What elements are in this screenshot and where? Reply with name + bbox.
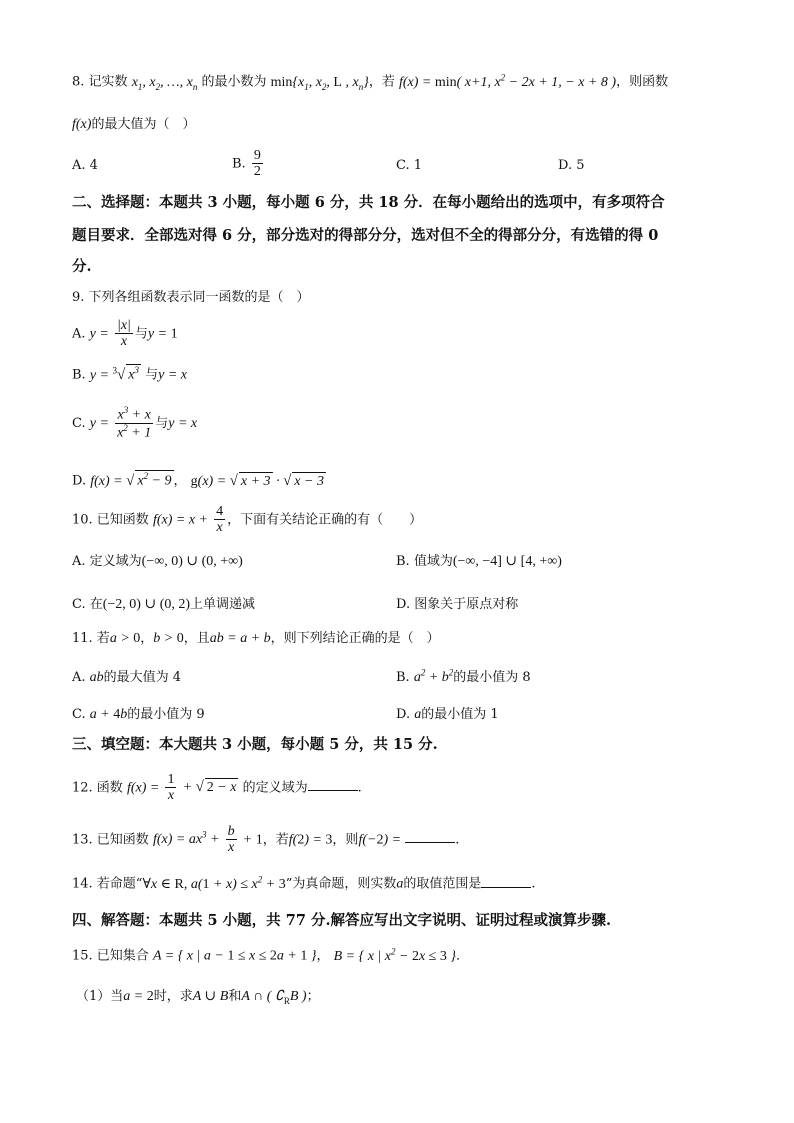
q9-option-a[interactable]: A. y = $\frac{|x|}{x}$ 与y = 1 — [72, 318, 178, 350]
question-14: 14. 若命题“∀x ∈ R, $a(1 + x) \le x^2 + 3$”为真命题，则实数a的取值范围是 . — [72, 874, 536, 892]
question-9-stem: 9. 下列各组函数表示同一函数的是（ ） — [72, 290, 310, 305]
question-8-line-2: f(x)的最大值为（ ） — [72, 117, 196, 132]
section-2-line-2: 题目要求．全部选对得 6 分，部分选对的得部分分，选对但不全的得部分分，有选错的得 0 — [72, 227, 659, 244]
q8-option-d[interactable]: D. 5 — [558, 158, 585, 173]
section-3-heading: 三、填空题：本大题共 3 小题，每小题 5 分，共 15 分. — [72, 736, 438, 753]
answer-blank[interactable] — [405, 830, 455, 843]
q11-option-a[interactable]: A. ab的最大值为 4 — [72, 670, 182, 685]
q8-option-c[interactable]: C. 1 — [396, 158, 423, 173]
q10-option-b[interactable]: B. 值域为(−∞, −4] ∪ [4, +∞) — [396, 554, 562, 569]
section-2-line-3: 分. — [72, 258, 92, 275]
q9-option-b[interactable]: B. y = $^3$√ $x^3$ 与y = x — [72, 365, 187, 383]
answer-blank[interactable] — [481, 875, 531, 888]
q9-option-c[interactable]: C. y = $\frac{x^3 + x}{x^2 + 1}$ 与y = x — [72, 405, 198, 441]
question-11-stem: 11. 若a > 0，b > 0，且ab = a + b，则下列结论正确的是（ ） — [72, 631, 440, 646]
section-2-heading: 二、选择题：本题共 3 小题，每小题 6 分，共 18 分．在每小题给出的选项中，有多项符合 — [72, 194, 665, 211]
question-8-line-1: 8. 记实数 $x_1$, $x_2$, …, $x_n$ 的最小数为 $\min\{x_1$, $x_2$, L , $x_n$}，若 f(x) = min( x+1, $x^2 - 2x + 1$, − x + 8 )，则函数 — [72, 72, 669, 92]
q11-option-b[interactable]: B. $a^2 + b^2$的最小值为 8 — [396, 667, 531, 685]
question-15-stem: 15. 已知集合 A = { x | a − 1 ≤ x ≤ 2a + 1 }， B = { x | $x^2 - 2x \le 3$ }． — [72, 946, 469, 964]
question-13: 13. 已知函数 $f(x) = ax^3$ + $\frac{b}{x}$ + 1，若f(2) = 3，则f(−2) = . — [72, 824, 460, 856]
question-15-part-1: （1）当a = 2时，求A ∪ B和A ∩ ( $∁_RB$ )； — [76, 989, 320, 1006]
q10-option-d[interactable]: D. 图象关于原点对称 — [396, 597, 519, 612]
question-number: 8. — [72, 74, 85, 90]
q10-option-a[interactable]: A. 定义域为(−∞, 0) ∪ (0, +∞) — [72, 554, 243, 569]
q11-option-d[interactable]: D. a的最小值为 1 — [396, 707, 499, 722]
section-4-heading: 四、解答题：本题共 5 小题，共 77 分.解答应写出文字说明、证明过程或演算步骤. — [72, 912, 612, 929]
q8-option-b[interactable]: B. $\frac{9}{2}$ — [232, 148, 261, 180]
q9-option-d[interactable]: D. f(x) = √ $x^2 - 9$ ， g(x) = √ x + 3 · √ x − 3 — [72, 471, 324, 489]
question-12: 12. 函数 f(x) = $\frac{1}{x}$ + √ 2 − x 的定义域为 . — [72, 772, 362, 804]
q10-option-c[interactable]: C. 在(−2, 0) ∪ (0, 2)上单调递减 — [72, 597, 256, 612]
answer-blank[interactable] — [308, 778, 358, 791]
q11-option-c[interactable]: C. a + 4b的最小值为 9 — [72, 707, 205, 722]
question-10-stem: 10. 已知函数 f(x) = x + $\frac{4}{x}$ ，下面有关结论正确的有（ ） — [72, 504, 423, 536]
q8-option-a[interactable]: A. 4 — [72, 158, 98, 173]
